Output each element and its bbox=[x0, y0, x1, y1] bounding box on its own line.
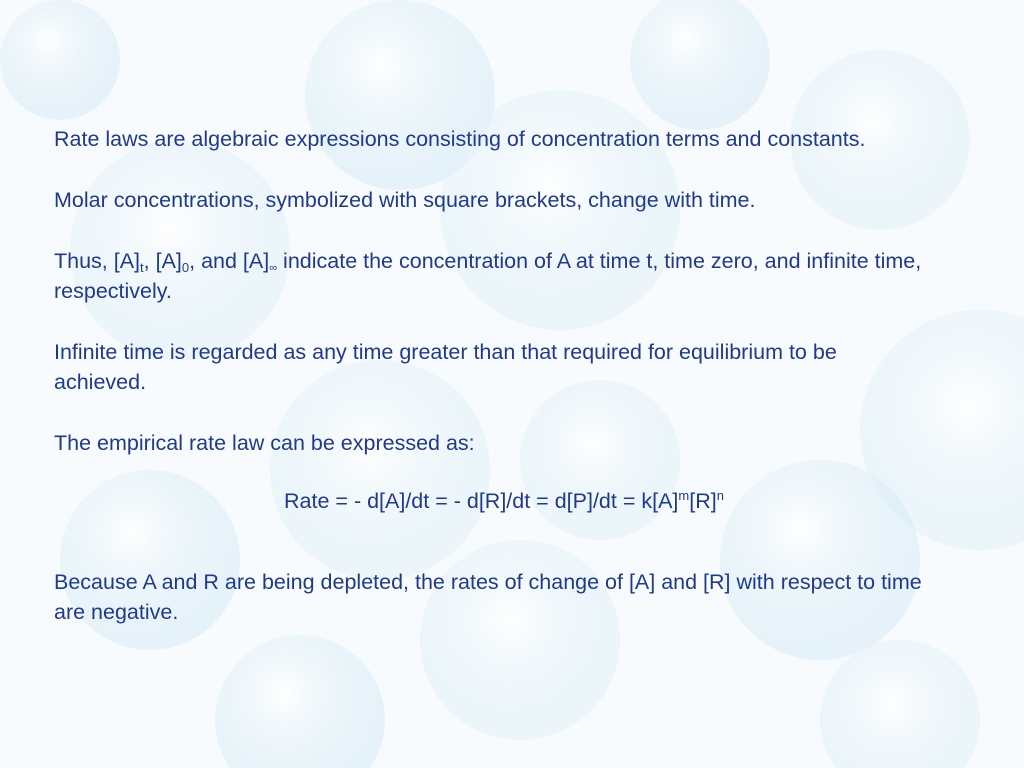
text-and-ainf: , and [A] bbox=[189, 249, 270, 273]
subscript-infinity: ∞ bbox=[269, 262, 278, 274]
exponent-n: n bbox=[716, 488, 724, 503]
rate-law-equation bbox=[54, 486, 934, 516]
paragraph-molar-concentrations: Molar concentrations, symbolized with square brackets, change with time. bbox=[54, 188, 756, 212]
paragraph-depletion: Because A and R are being depleted, the rates of change of [A] and [R] with respect to time are negative. bbox=[54, 570, 922, 624]
subscript-t: t bbox=[140, 260, 144, 275]
subscript-zero: 0 bbox=[181, 260, 190, 275]
slide-body bbox=[54, 124, 934, 658]
paragraph-rate-laws: Rate laws are algebraic expressions consisting of concentration terms and constants. bbox=[54, 127, 866, 151]
equation-main: Rate = - d[A]/dt = - d[R]/dt = d[P]/dt = k[A] bbox=[284, 489, 679, 513]
paragraph-infinite-time: Infinite time is regarded as any time greater than that required for equilibrium to be achieved. bbox=[54, 340, 837, 394]
paragraph-empirical-rate-law: The empirical rate law can be expressed as: bbox=[54, 431, 475, 455]
equation-r: [R] bbox=[689, 489, 717, 513]
text-indicate: indicate the concentration of A at time t, time zero, and infinite time, respectively. bbox=[54, 249, 922, 303]
exponent-m: m bbox=[678, 488, 690, 503]
text-thus: Thus, [A] bbox=[54, 249, 141, 273]
text-comma-a0: , [A] bbox=[143, 249, 182, 273]
paragraph-concentration-notation bbox=[54, 246, 934, 306]
